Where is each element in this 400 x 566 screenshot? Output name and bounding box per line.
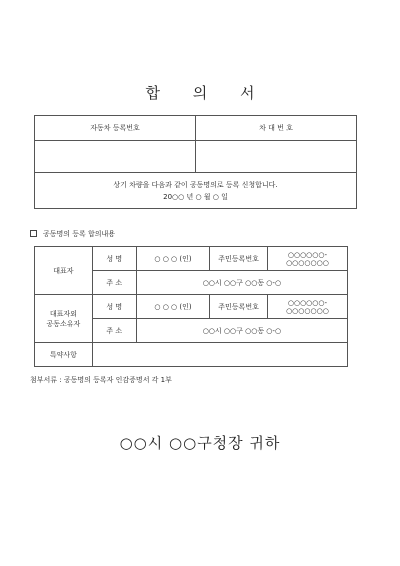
co-rrn-label: 주민등록번호 bbox=[210, 295, 268, 319]
registration-number-header: 자동차 등록번호 bbox=[35, 116, 196, 141]
co-address-value[interactable]: ○○시 ○○구 ○○동 ○-○ bbox=[136, 319, 347, 343]
rep-rrn-value[interactable]: ○○○○○○-○○○○○○○ bbox=[267, 247, 347, 271]
chassis-number-header: 차 대 번 호 bbox=[196, 116, 357, 141]
section-title: 공동명의 등록 합의내용 bbox=[43, 230, 116, 238]
representative-label: 대표자 bbox=[35, 247, 93, 295]
application-statement-cell bbox=[35, 173, 357, 209]
section-heading bbox=[30, 229, 115, 239]
application-date: 20○○ 년 ○ 월 ○ 일 bbox=[163, 192, 228, 201]
rep-name-label: 성 명 bbox=[92, 247, 136, 271]
rep-rrn-label: 주민등록번호 bbox=[210, 247, 268, 271]
chassis-number-field[interactable] bbox=[196, 141, 357, 173]
application-statement: 상기 차량을 다음과 같이 공동명의로 등록 신청합니다. bbox=[113, 180, 278, 189]
special-terms-label: 특약사항 bbox=[35, 343, 93, 367]
co-rrn-value[interactable]: ○○○○○○-○○○○○○○ bbox=[267, 295, 347, 319]
registration-number-field[interactable] bbox=[35, 141, 196, 173]
special-terms-value[interactable] bbox=[92, 343, 347, 367]
checkbox-icon bbox=[30, 230, 37, 237]
co-name-label: 성 명 bbox=[92, 295, 136, 319]
co-owner-label-line1: 대표자외 bbox=[49, 309, 77, 318]
addressee: ○○시 ○○구청장 귀하 bbox=[119, 434, 281, 452]
co-address-label: 주 소 bbox=[92, 319, 136, 343]
rep-address-label: 주 소 bbox=[92, 271, 136, 295]
co-name-value[interactable]: ○ ○ ○ (인) bbox=[136, 295, 209, 319]
co-owner-label bbox=[35, 295, 93, 343]
co-owner-label-line2: 공동소유자 bbox=[46, 319, 81, 328]
vehicle-info-table bbox=[34, 115, 357, 209]
rep-address-value[interactable]: ○○시 ○○구 ○○동 ○-○ bbox=[136, 271, 347, 295]
agreement-table bbox=[34, 246, 348, 367]
document-title: 합 의 서 bbox=[145, 84, 269, 102]
attachment-note: 첨부서류 : 공동명의 등록자 인감증명서 각 1부 bbox=[30, 376, 172, 384]
rep-name-value[interactable]: ○ ○ ○ (인) bbox=[136, 247, 209, 271]
